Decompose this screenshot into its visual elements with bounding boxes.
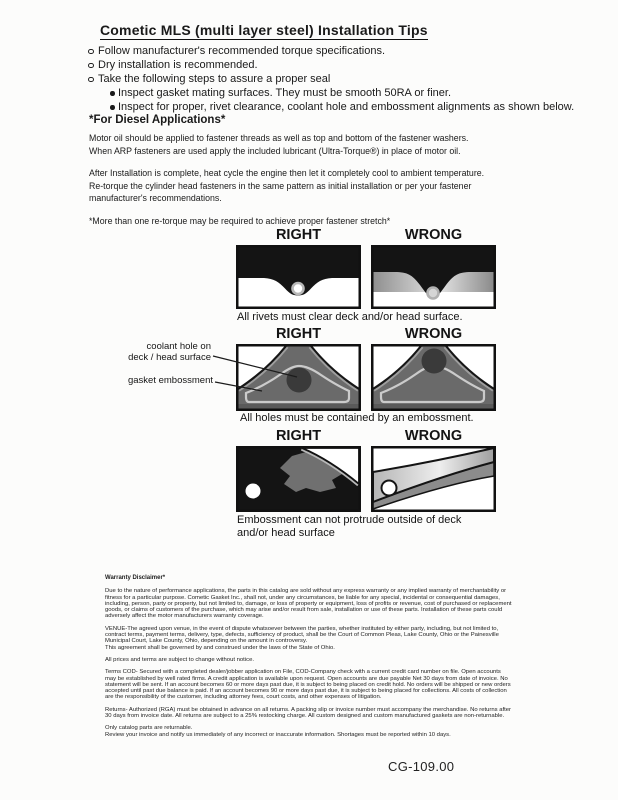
bolt-hole-icon <box>382 481 397 496</box>
list-item-text: Dry installation is recommended. <box>98 59 258 71</box>
coolant-hole-icon <box>422 349 447 374</box>
row1-wrong-header: WRONG <box>404 227 463 243</box>
doc-code: CG-109.00 <box>388 759 455 774</box>
filled-bullet-icon <box>110 105 115 110</box>
coolant-hole-label: coolant hole on deck / head surface <box>128 341 211 363</box>
open-bullet-icon <box>88 77 94 83</box>
diesel-note: *More than one re-torque may be required to achieve proper fastener stretch* <box>89 215 391 226</box>
row2-wrong-header: WRONG <box>404 326 463 342</box>
list-item-text: Inspect for proper, rivet clearance, coolant hole and embossment alignments as shown below. <box>118 101 575 113</box>
list-item-text: Take the following steps to assure a proper seal <box>98 73 331 85</box>
hole-embossment-right-diagram <box>236 344 361 411</box>
legal-paragraph: Terms COD- Secured with a completed dealer/jobber application on File, COD-Company check with a current credit card number on file. Open accounts may be established by well rated firms. A credit application is available upon request. Open accounts are due payable Net 30 days from date of invoice. No statement will be sent. If an account becomes 60 or more days past due, it is subject to being placed on credit hold. No orders will be shipped or new orders accepted until past due balance is paid. If an account becomes 90 or more days past due, it is subject to being placed for collections. All costs of collection are the responsibility of the customer, including attorney fees, court costs, and other expenses of litigation. <box>105 669 511 701</box>
row2-right-panel <box>236 344 361 416</box>
protrusion-right-diagram <box>236 446 361 512</box>
row1-wrong-panel <box>371 245 496 314</box>
list-item <box>88 58 600 72</box>
row3-wrong-header: WRONG <box>404 428 463 444</box>
bolt-hole-icon <box>246 484 261 499</box>
diesel-heading: *For Diesel Applications* <box>89 114 226 126</box>
list-sub-item <box>88 100 600 114</box>
rivet-clearance-right-diagram <box>236 245 361 309</box>
row2-wrong-panel <box>371 344 496 416</box>
legal-paragraph: Due to the nature of performance applications, the parts in this catalog are sold without any express warranty or any implied warranty of merchantability or fitness for a particular purpose. Cometic Gasket Inc., shall not, under any circumstances, be liable for any special, incidental or consequential damages, including, person, party or property, but not limited to, damage, or loss of property or equipment, loss of profits or revenue, cost of purchased or replacement goods, or claims of customers of the purchase, which may arise and/or result from sale, installation or use of these parts. Installation of these parts could adversely affect the motor manufacturers warranty coverage. <box>105 588 512 620</box>
protrusion-wrong-diagram <box>371 446 496 512</box>
open-bullet-icon <box>88 63 94 69</box>
page-title: Cometic MLS (multi layer steel) Installation Tips <box>100 22 428 38</box>
diesel-paragraph: Motor oil should be applied to fastener threads as well as top and bottom of the fastener washers. When ARP fasteners are used apply the included lubricant (Ultra-Torque®) in place of motor oil. <box>89 133 469 156</box>
row2-right-header: RIGHT <box>275 326 322 342</box>
legal-heading: Warranty Disclaimer* <box>105 575 166 581</box>
gasket-embossment-label: gasket embossment <box>127 375 213 386</box>
filled-bullet-icon <box>110 91 115 96</box>
list-sub-item <box>88 86 600 100</box>
row1-caption: All rivets must clear deck and/or head surface. <box>237 311 463 323</box>
row3-right-header: RIGHT <box>275 428 322 444</box>
row2-caption: All holes must be contained by an embossment. <box>240 412 474 424</box>
row1-right-panel <box>236 245 361 314</box>
list-item <box>88 72 600 86</box>
installation-tips-list <box>88 44 600 114</box>
legal-paragraph: Only catalog parts are returnable. Review your invoice and notify us immediately of any incorrect or inaccurate information. Shortages must be reported within 10 days. <box>105 725 451 738</box>
legal-paragraph: Returns- Authorized (RGA) must be obtained in advance on all returns. A packing slip or invoice number must accompany the merchandise. No returns after 30 days from invoice date. All returns are subject to a 25% restocking charge. All custom designed and custom manufactured gaskets are non-returnable. <box>105 706 512 720</box>
legal-paragraph: VENUE-The agreed upon venue, in the event of dispute whatsoever between the parties, whether instituted by either party, including, but not limited to, contract terms, payment terms, delivery, type, defects, sufficiency of product, shall be the Court of Common Pleas, Lake County, Ohio or the Painesville Municipal Court, Lake County, Ohio, depending on the amount in controversy. This agreement shall be governed by and construed under the laws of the State of Ohio. <box>105 625 499 651</box>
list-item-text: Follow manufacturer's recommended torque specifications. <box>98 45 386 57</box>
open-bullet-icon <box>88 49 94 55</box>
row1-right-header: RIGHT <box>275 227 322 243</box>
rivet-clearance-wrong-diagram <box>371 245 496 309</box>
row3-caption: Embossment can not protrude outside of deck and/or head surface <box>237 514 462 539</box>
row3-wrong-panel <box>371 446 496 517</box>
row3-right-panel <box>236 446 361 517</box>
diesel-applications-section <box>89 114 491 238</box>
legal-paragraph: All prices and terms are subject to change without notice. <box>105 656 254 663</box>
warranty-disclaimer-section <box>105 575 513 744</box>
hole-embossment-wrong-diagram <box>371 344 496 411</box>
coolant-hole-icon <box>287 368 312 393</box>
list-item-text: Inspect gasket mating surfaces. They must be smooth 50RA or finer. <box>118 87 452 99</box>
diesel-paragraph: After Installation is complete, heat cycle the engine then let it completely cool to ambient temperature. Re-torque the cylinder head fasteners in the same pattern as initial installation or per your fastener manufacturer's recommendations. <box>89 168 485 204</box>
list-item <box>88 44 600 58</box>
